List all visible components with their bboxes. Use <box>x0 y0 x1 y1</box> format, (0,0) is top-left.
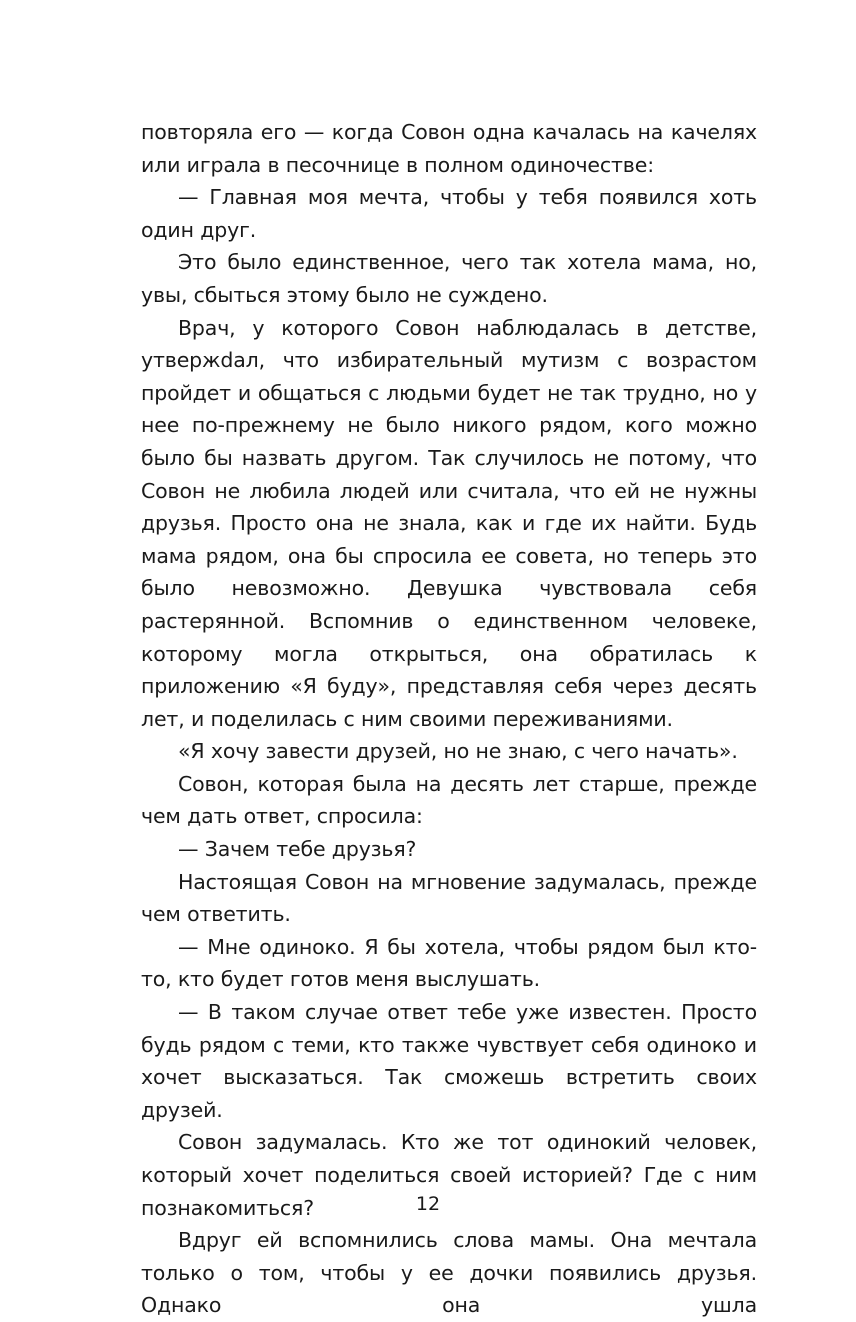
paragraph-5: «Я хочу завести друзей, но не знаю, с чего начать». <box>178 739 738 764</box>
paragraph-8: Настоящая Совон на мгновение задумалась, прежде чем ответить. <box>141 869 757 927</box>
paragraph-10: — В таком случае ответ тебе уже известен. Просто будь рядом с теми, кто также чувствует себя одиноко и хочет высказаться. Так сможешь встретить своих друзей. <box>141 1000 757 1122</box>
paragraph-2: — Главная моя мечта, чтобы у тебя появился хоть один друг. <box>141 185 757 242</box>
body-text <box>141 116 757 1322</box>
page-number: 12 <box>415 1193 441 1215</box>
paragraph-4: Врач, у которого Совон наблюдалась в детстве, утвержdал, что избирательный мутизм с возрастом пройдет и общаться с людьми будет не так трудно, но у нее по-прежнему не было никого рядом, кого можно было бы назвать другом. Так случилось не потому, что Совон не любила людей или считала, что ей не нужны друзья. Просто она не знала, как и где их найти. Будь мама рядом, она бы спросила ее совета, но теперь это было невозможно. Девушка чувствовала себя растерянной. Вспомнив о единственном человеке, которому могла открыться, она обратилась к приложению «Я буду», представляя себя через десять лет, и поделилась с ним своими переживаниями. <box>141 315 757 731</box>
paragraph-1: повторяла его — когда Совон одна качалась на качелях или играла в песочнице в полном одиночестве: <box>141 120 757 177</box>
paragraph-3: Это было единственное, чего так хотела мама, но, увы, сбыться этому было не суждено. <box>141 250 757 307</box>
paragraph-12: Вдруг ей вспомнились слова мамы. Она мечтала только о том, чтобы у ее дочки появились друзья. Однако она ушла <box>141 1228 757 1318</box>
paragraph-7: — Зачем тебе друзья? <box>178 837 417 862</box>
paragraph-6: Совон, которая была на десять лет старше, прежде чем дать ответ, спросила: <box>141 771 757 829</box>
paragraph-9: — Мне одиноко. Я бы хотела, чтобы рядом был кто-то, кто будет готов меня выслушать. <box>141 934 757 992</box>
paragraph-11: Совон задумалась. Кто же тот одинокий человек, который хочет поделиться своей историей? Где с ним познакомиться? <box>141 1130 757 1220</box>
